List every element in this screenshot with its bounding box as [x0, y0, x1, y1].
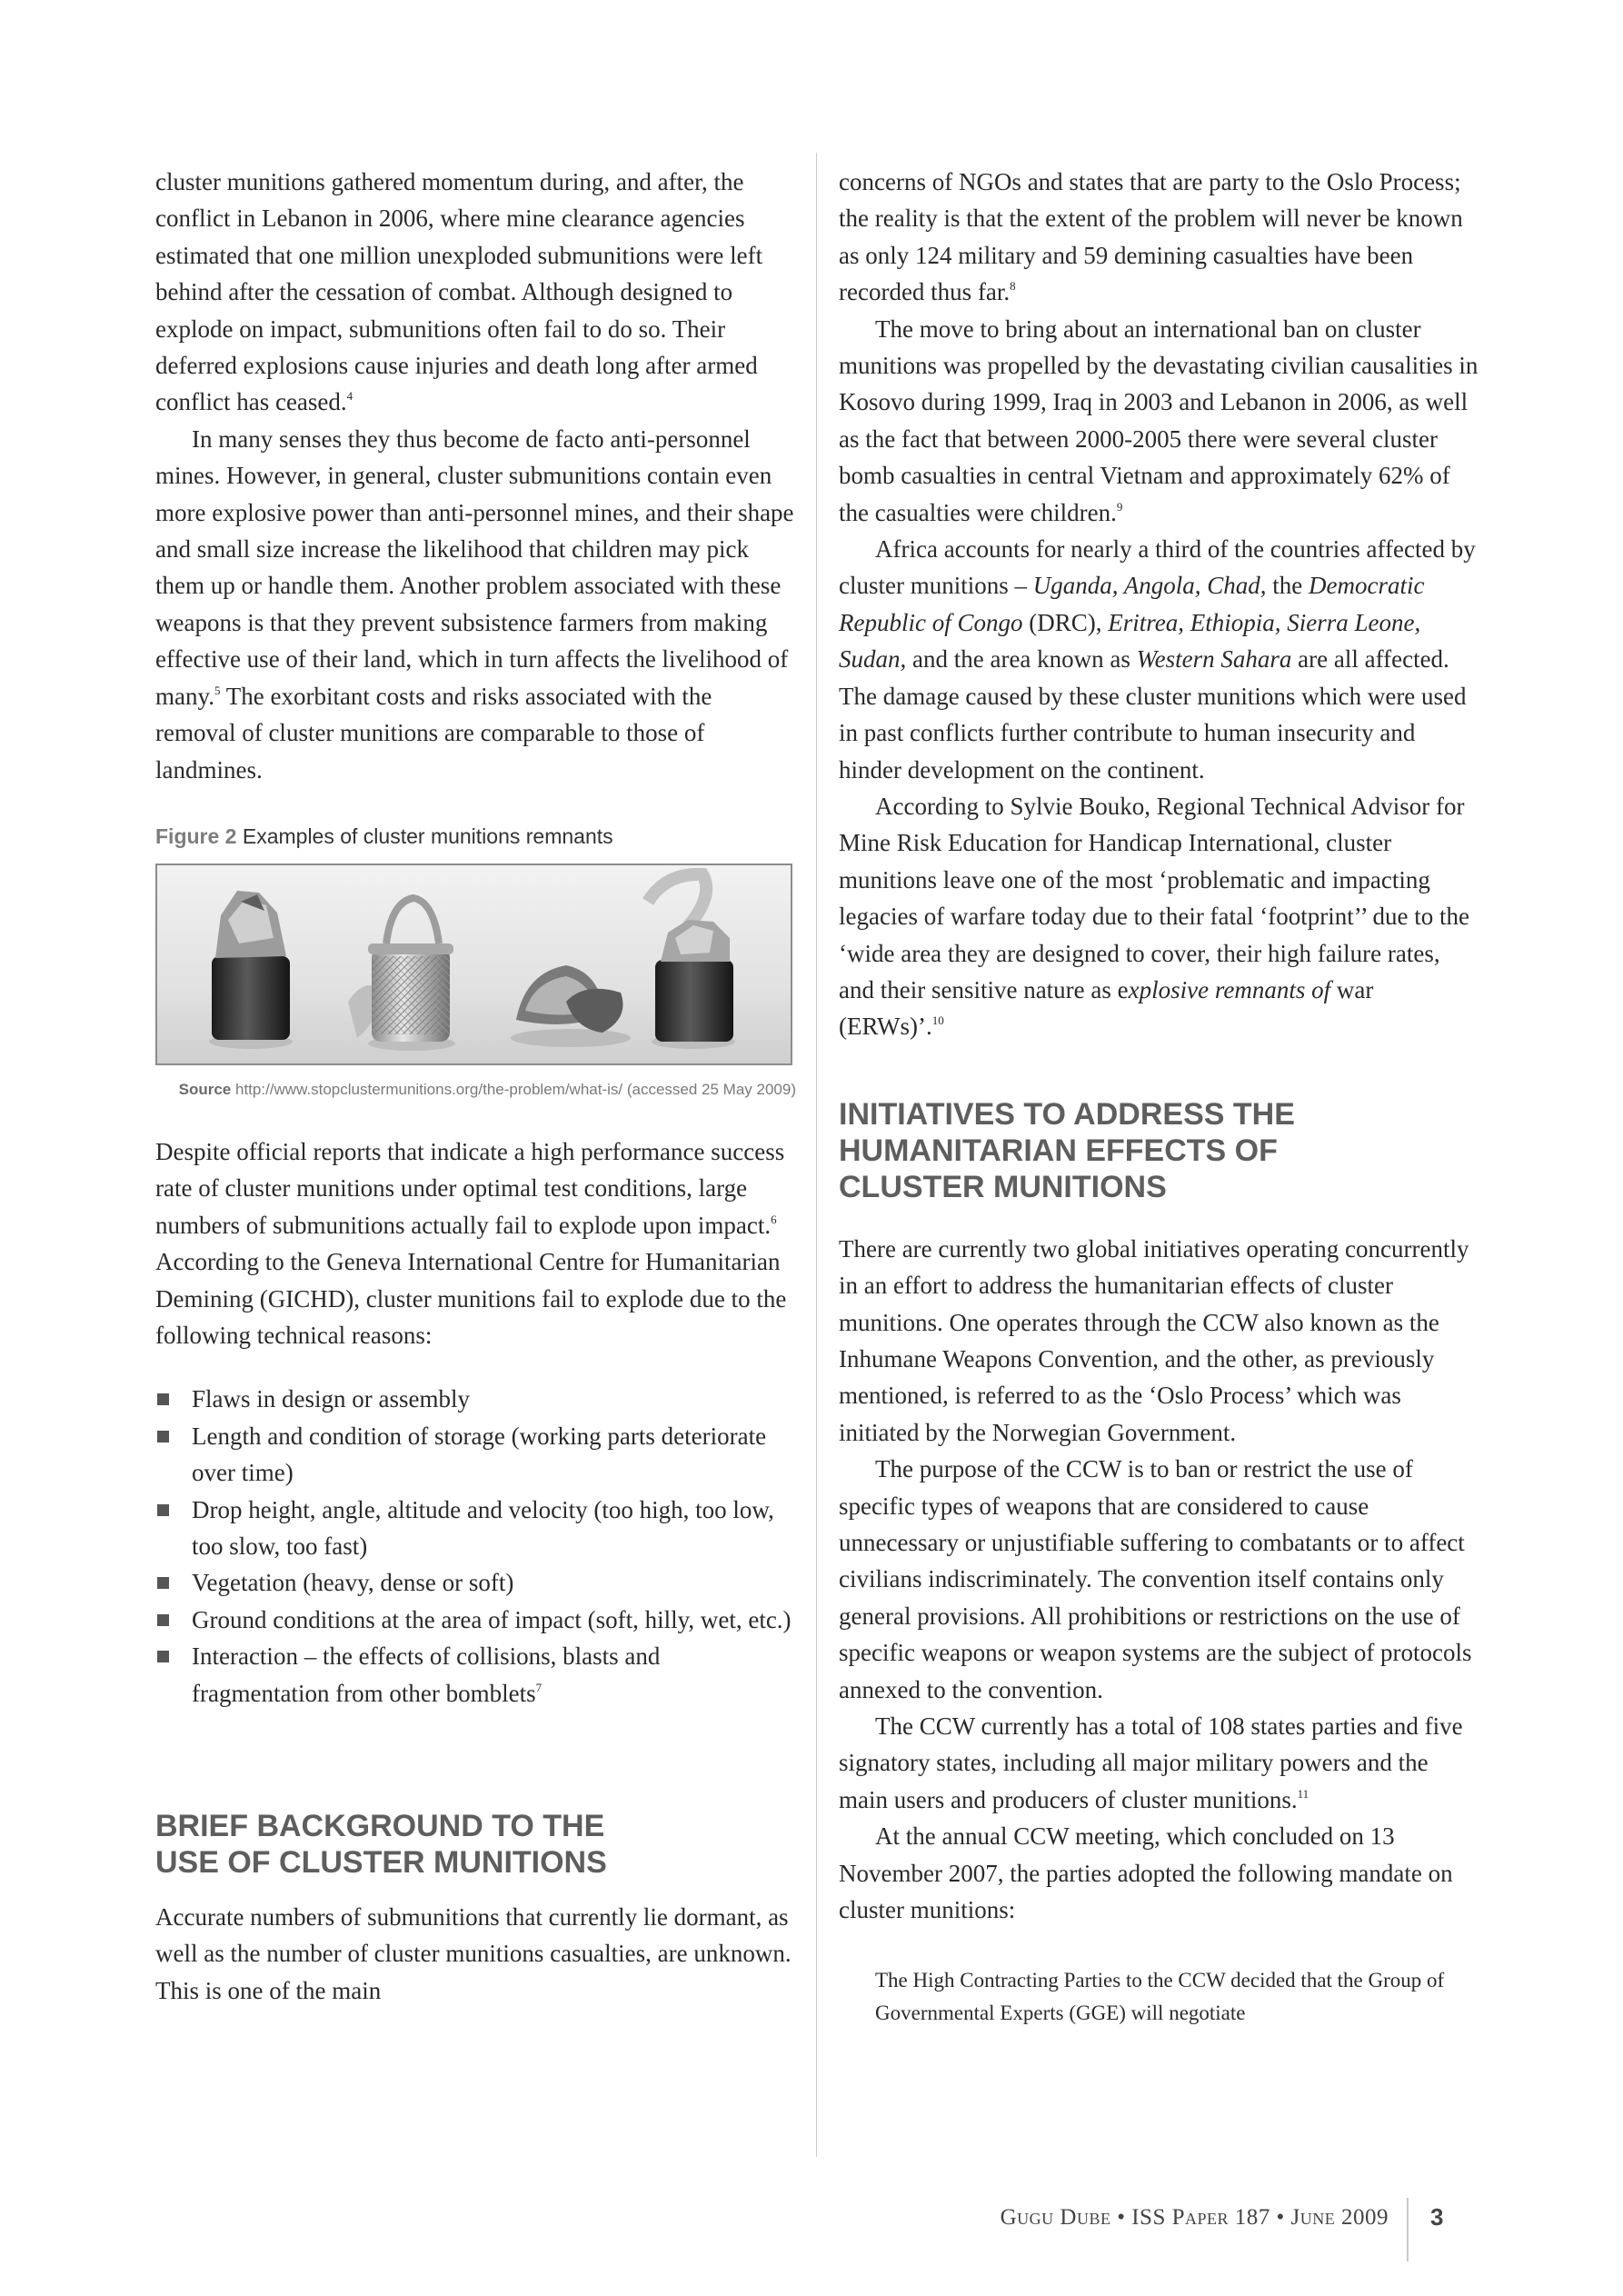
footnote-ref: 5 [214, 683, 221, 697]
mandate-quote [875, 1964, 1479, 2030]
left-paragraph-4: Accurate numbers of submunitions that currently lie dormant, as well as the number of cluster munitions casualties, are unknown. This is one of the main [155, 1903, 792, 2004]
list-item: Vegetation (heavy, dense or soft) [155, 1564, 796, 1601]
figure-source: Source http://www.stopclustermunitions.org/the-problem/what-is/ (accessed 25 May 2009) [178, 1080, 796, 1098]
left-paragraph-2: In many senses they thus become de facto anti-personnel mines. However, in general, cluster submunitions contain even more explosive power than anti-personnel mines, and their shape and small size increase the likelihood that children may pick them up or handle them. Another problem associated with these weapons is that they prevent subsistence farmers from making effective use of their land, which in turn affects the livelihood of many.$^5$ The exorbitant costs and risks associated with the removal of cluster munitions are comparable to those of landmines. [155, 424, 794, 784]
figure-caption: Figure 2 Examples of cluster munitions remnants [155, 824, 613, 848]
list-item: Drop height, angle, altitude and velocity (too high, too low, too slow, too fast) [155, 1492, 796, 1565]
section-heading-initiatives: INITIATIVES TO ADDRESS THE HUMANITARIAN EFFECTS OF CLUSTER MUNITIONS [839, 1096, 1295, 1204]
list-item: Interaction – the effects of collisions, blasts and fragmentation from other bomblets$^7$ [155, 1638, 796, 1712]
footer-citation: Gugu Dube • ISS Paper 187 • June 2009 [1000, 2205, 1389, 2230]
quote-text: The High Contracting Parties to the CCW decided that the Group of Governmental Experts (GGE) will negotiate [875, 1969, 1445, 2025]
column-divider [816, 153, 817, 2157]
figure-image [155, 863, 792, 1065]
right-paragraph-4: According to Sylvie Bouko, Regional Technical Advisor for Mine Risk Education for Handicap International, cluster munitions leave one of the most ‘problematic and impacting legacies of warfare today due to their fatal ‘footprint’’ due to the ‘wide area they are designed to cover, their high failure rates, and their sensitive nature as explosive remnants of war (ERWs)’.$^{10}$ [839, 792, 1469, 1041]
footnote-ref: 6 [771, 1212, 777, 1226]
footnote-ref: 10 [931, 1013, 944, 1028]
footnote-ref: 7 [535, 1680, 543, 1694]
left-column [155, 164, 796, 2009]
list-item: Flaws in design or assembly [155, 1381, 796, 1417]
right-paragraph-8: At the annual CCW meeting, which concluded on 13 November 2007, the parties adopted the following mandate on cluster munitions: [839, 1822, 1453, 1924]
right-paragraph-7: The CCW currently has a total of 108 states parties and five signatory states, including all major military powers and the main users and producers of cluster munitions.$^{11}$ [839, 1712, 1463, 1813]
list-item: Ground conditions at the area of impact (soft, hilly, wet, etc.) [155, 1602, 796, 1638]
right-paragraph-3: Africa accounts for nearly a third of the countries affected by cluster munitions – Uganda, Angola, Chad, the Democratic Republic of Congo (DRC), Eritrea, Ethiopia, Sierra Leone, Sudan, and the area known as Western Sahara are all affected. The damage caused by these cluster munitions which were used in past conflicts further contribute to human insecurity and hinder development on the continent. [839, 535, 1476, 784]
figure-label: Figure 2 [155, 824, 237, 848]
right-paragraph-2: The move to bring about an international ban on cluster munitions was propelled by the devastating civilian causalities in Kosovo during 1999, Iraq in 2003 and Lebanon in 2006, as well as the fact that between 2000-2005 there were several cluster bomb casualties in central Vietnam and approximately 62% of the casualties were children.$^9$ [839, 314, 1479, 526]
left-paragraph-3: Despite official reports that indicate a high performance success rate of cluster munitions under optimal test conditions, large numbers of submunitions actually fail to explode upon impact.$^6$ According to the Geneva International Centre for Humanitarian Demining (GICHD), cluster munitions fail to explode due to the following technical reasons: [155, 1137, 787, 1349]
failure-reasons-list [155, 1381, 796, 1712]
footnote-ref: 11 [1297, 1786, 1309, 1801]
right-paragraph-1: concerns of NGOs and states that are party to the Oslo Process; the reality is that the extent of the problem will never be known as only 124 military and 59 demining casualties have been recorded thus far.$^8$ [839, 168, 1463, 306]
footer-divider [1407, 2198, 1409, 2261]
cluster-munitions-photo [157, 865, 791, 1063]
source-url: http://www.stopclustermunitions.org/the-problem/what-is/ (accessed 25 May 2009) [231, 1080, 796, 1098]
right-paragraph-5: There are currently two global initiatives operating concurrently in an effort to address the humanitarian effects of cluster munitions. One operates through the CCW also known as the Inhumane Weapons Convention, and the other, as previously mentioned, is referred to as the ‘Oslo Process’ which was initiated by the Norwegian Government. [839, 1234, 1469, 1446]
footnote-ref: 9 [1116, 499, 1123, 514]
right-paragraph-6: The purpose of the CCW is to ban or restrict the use of specific types of weapons that are considered to cause unnecessary or unjustifiable suffering to combatants or to affect civilians indiscriminately. The convention itself contains only general provisions. All prohibitions or restrictions on the use of specific weapons or weapon systems are the subject of protocols annexed to the convention. [839, 1455, 1472, 1703]
footnote-ref: 4 [346, 389, 353, 404]
left-paragraph-1: cluster munitions gathered momentum during, and after, the conflict in Lebanon in 2006, where mine clearance agencies estimated that one million unexploded submunitions were left behind after the cessation of combat. Although designed to explode on impact, submunitions often fail to do so. Their deferred explosions cause injuries and death long after armed conflict has ceased.$^4$ [155, 168, 763, 416]
page-footer [0, 2198, 1623, 2261]
footnote-ref: 8 [1010, 279, 1016, 294]
section-heading-background: BRIEF BACKGROUND TO THE USE OF CLUSTER MUNITIONS [155, 1809, 607, 1880]
list-item: Length and condition of storage (working parts deteriorate over time) [155, 1418, 796, 1492]
right-column [839, 164, 1479, 2030]
page-number: 3 [1430, 2203, 1444, 2231]
